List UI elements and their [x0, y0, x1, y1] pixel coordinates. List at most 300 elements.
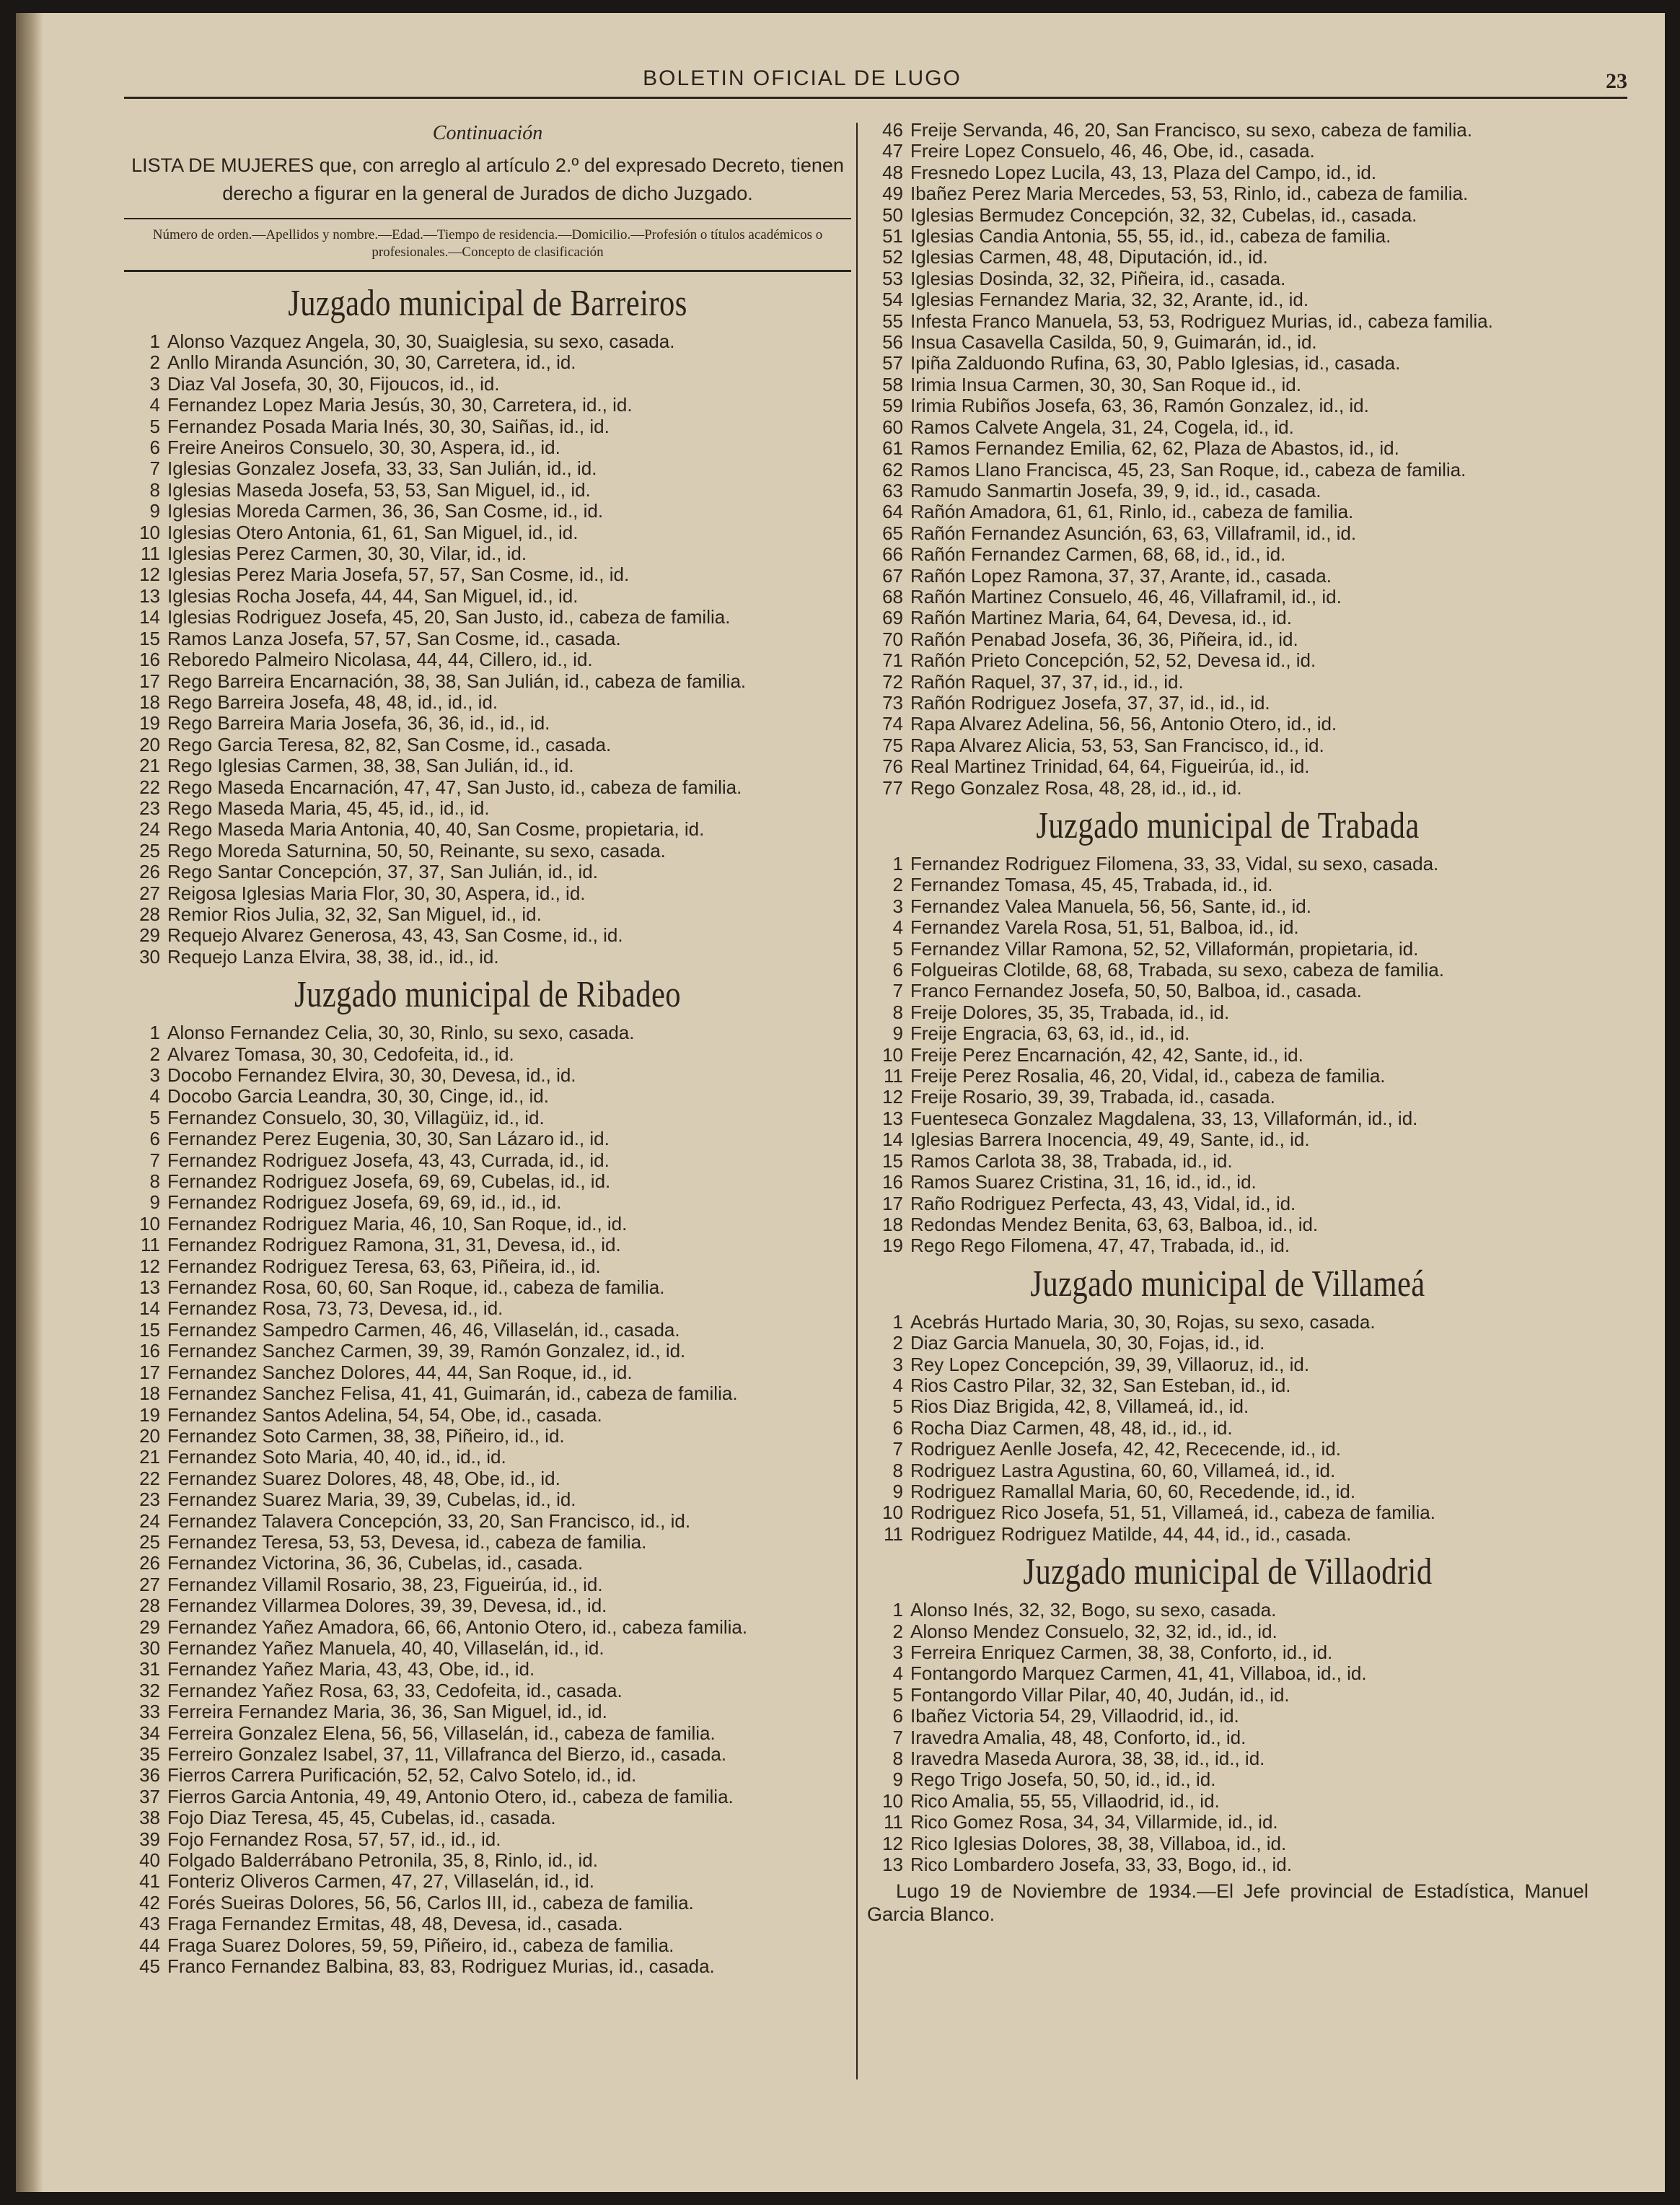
list-entry — [867, 289, 1588, 310]
list-entry — [124, 395, 851, 416]
list-entry — [867, 693, 1588, 714]
entry-text: Rañón Prieto Concepción, 52, 52, Devesa id., id. — [910, 649, 1316, 672]
list-entry — [867, 735, 1588, 756]
list-entry — [124, 458, 851, 479]
entry-text: Rego Barreira Encarnación, 38, 38, San Julián, id., cabeza de familia. — [167, 670, 747, 692]
entry-text: Fernandez Soto Maria, 40, 40, id., id., id. — [167, 1446, 506, 1468]
header-rule — [124, 97, 1627, 99]
entry-number: 68 — [882, 585, 903, 608]
list-entry — [867, 226, 1588, 247]
list-entry — [867, 1642, 1588, 1663]
entry-text: Rego Maseda Encarnación, 47, 47, San Justo, id., cabeza de familia. — [167, 776, 742, 798]
entry-number: 64 — [882, 501, 903, 523]
entry-text: Fraga Suarez Dolores, 59, 59, Piñeiro, id., cabeza de familia. — [167, 1934, 674, 1956]
entry-text: Ramos Lanza Josefa, 57, 57, San Cosme, id., casada. — [167, 627, 621, 649]
entry-text: Docobo Fernandez Elvira, 30, 30, Devesa, id., id. — [167, 1064, 576, 1086]
entry-text: Fojo Diaz Teresa, 45, 45, Cubelas, id., casada. — [167, 1807, 556, 1829]
list-entry — [867, 1312, 1588, 1333]
entry-number: 19 — [139, 712, 160, 735]
entry-text: Rego Barreira Josefa, 48, 48, id., id., id. — [167, 691, 498, 713]
entry-text: Fernandez Villarmea Dolores, 39, 39, Devesa, id., id. — [167, 1595, 607, 1617]
entry-text: Folgado Balderrábano Petronila, 35, 8, Rinlo, id., id. — [167, 1849, 598, 1872]
entry-text: Iglesias Gonzalez Josefa, 33, 33, San Julián, id., id. — [167, 457, 597, 480]
entry-text: Iglesias Perez Carmen, 30, 30, Vilar, id., id. — [167, 543, 527, 565]
entry-number: 4 — [892, 1662, 903, 1685]
list-entry — [124, 1489, 851, 1510]
entry-text: Ferreira Enriquez Carmen, 38, 38, Conforto, id., id. — [910, 1641, 1333, 1663]
entry-text: Rodriguez Rico Josefa, 51, 51, Villameá, id., cabeza de familia. — [910, 1502, 1435, 1524]
list-entry — [124, 819, 851, 840]
entry-number: 6 — [149, 1128, 160, 1150]
entry-text: Forés Sueiras Dolores, 56, 56, Carlos III, id., cabeza de familia. — [167, 1891, 694, 1914]
list-intro-text: LISTA DE MUJERES que, con arreglo al artículo 2.º del expresado Decreto, tienen derecho a figurar en la general de Jurados de dicho Juzgado. — [131, 154, 844, 204]
entry-text: Rañón Penabad Josefa, 36, 36, Piñeira, id., id. — [910, 628, 1298, 650]
entry-number: 12 — [139, 564, 160, 586]
entry-number: 61 — [882, 437, 903, 460]
key-rule — [124, 270, 851, 272]
entry-number: 5 — [149, 415, 160, 437]
list-entry — [867, 1769, 1588, 1790]
list-entry — [124, 841, 851, 862]
entry-text: Fernandez Sanchez Felisa, 41, 41, Guimarán, id., cabeza de familia. — [167, 1382, 738, 1405]
entry-text: Rego Iglesias Carmen, 38, 38, San Julián, id., id. — [167, 755, 574, 777]
list-entry — [124, 1362, 851, 1383]
right-column — [867, 120, 1588, 1926]
entry-number: 34 — [139, 1722, 160, 1744]
entry-number: 6 — [149, 437, 160, 459]
list-entry — [867, 587, 1588, 608]
entry-text: Irimia Rubiños Josefa, 63, 36, Ramón Gonzalez, id., id. — [910, 395, 1369, 417]
entry-number: 62 — [882, 458, 903, 481]
entry-number: 31 — [139, 1658, 160, 1680]
entry-text: Ibañez Perez Maria Mercedes, 53, 53, Rinlo, id., cabeza de familia. — [910, 183, 1469, 205]
entry-text: Fernandez Rodriguez Teresa, 63, 63, Piñeira, id., id. — [167, 1255, 601, 1277]
list-entry — [867, 332, 1588, 353]
entry-number: 2 — [149, 1043, 160, 1065]
entry-number: 7 — [892, 1726, 903, 1748]
entry-number: 67 — [882, 564, 903, 587]
entry-text: Fernandez Rodriguez Filomena, 33, 33, Vidal, su sexo, casada. — [910, 853, 1439, 874]
entry-number: 43 — [139, 1913, 160, 1935]
list-entry — [867, 672, 1588, 693]
entry-text: Fernandez Suarez Dolores, 48, 48, Obe, id., id. — [167, 1467, 560, 1489]
entry-number: 16 — [139, 1340, 160, 1362]
entry-number: 1 — [892, 853, 903, 874]
entry-number: 18 — [139, 691, 160, 713]
entry-number: 16 — [139, 649, 160, 671]
list-entry — [867, 481, 1588, 501]
list-entry — [867, 523, 1588, 544]
list-entry — [124, 798, 851, 819]
entry-number: 12 — [882, 1832, 903, 1854]
intro-rule — [124, 218, 851, 219]
list-entry — [867, 205, 1588, 226]
list-entry — [124, 1235, 851, 1255]
entry-text: Freije Engracia, 63, 63, id., id., id. — [910, 1022, 1190, 1045]
entry-number: 45 — [139, 1955, 160, 1978]
list-entry — [124, 1086, 851, 1107]
entry-number: 4 — [149, 394, 160, 416]
entry-text: Infesta Franco Manuela, 53, 53, Rodriguez Murias, id., cabeza familia. — [910, 310, 1493, 332]
entry-text: Irimia Insua Carmen, 30, 30, San Roque id., id. — [910, 373, 1301, 395]
entry-number: 76 — [882, 755, 903, 778]
list-entry — [124, 586, 851, 607]
entry-number: 35 — [139, 1743, 160, 1765]
entry-number: 59 — [882, 395, 903, 417]
list-entry — [867, 1235, 1588, 1256]
entry-number: 9 — [892, 1022, 903, 1045]
entry-number: 65 — [882, 522, 903, 544]
list-entry — [867, 960, 1588, 981]
list-entry — [867, 1600, 1588, 1621]
entry-number: 63 — [882, 479, 903, 501]
list-entry — [867, 1023, 1588, 1044]
entry-text: Iglesias Rocha Josefa, 44, 44, San Miguel, id., id. — [167, 584, 579, 607]
entry-text: Fernandez Yañez Manuela, 40, 40, Villaselán, id., id. — [167, 1636, 604, 1659]
list-entry — [124, 1214, 851, 1235]
entry-text: Fernandez Rodriguez Josefa, 43, 43, Currada, id., id. — [167, 1149, 610, 1171]
entry-text: Fernandez Consuelo, 30, 30, Villagüiz, id., id. — [167, 1106, 545, 1128]
court-heading-trabada: Juzgado municipal de Trabada — [1036, 805, 1420, 846]
list-entry — [867, 1439, 1588, 1460]
entry-number: 6 — [892, 1416, 903, 1439]
entries-ribadeo-part2 — [867, 120, 1588, 799]
list-entry — [124, 1405, 851, 1426]
entry-number: 1 — [149, 1022, 160, 1044]
entry-number: 15 — [139, 627, 160, 649]
entry-text: Fernandez Soto Carmen, 38, 38, Piñeiro, id., id. — [167, 1424, 565, 1447]
entry-number: 4 — [892, 1374, 903, 1396]
entry-number: 72 — [882, 670, 903, 693]
entry-number: 11 — [884, 1811, 903, 1833]
entry-number: 5 — [149, 1106, 160, 1128]
list-entry — [124, 1807, 851, 1828]
entry-number: 15 — [882, 1149, 903, 1172]
list-entry — [867, 1502, 1588, 1523]
court-heading-villaodrid: Juzgado municipal de Villaodrid — [1023, 1551, 1433, 1593]
entry-text: Rego Trigo Josefa, 50, 50, id., id., id. — [910, 1768, 1216, 1791]
entry-number: 37 — [139, 1785, 160, 1807]
entry-text: Rañón Raquel, 37, 37, id., id., id. — [910, 670, 1184, 693]
entry-number: 17 — [139, 670, 160, 692]
list-entry — [124, 1595, 851, 1616]
newspaper-title: BOLETIN OFICIAL DE LUGO — [643, 66, 962, 90]
list-entry — [867, 1375, 1588, 1396]
entry-number: 10 — [139, 521, 160, 543]
entry-number: 58 — [882, 373, 903, 395]
entry-number: 3 — [149, 1064, 160, 1086]
entry-number: 22 — [139, 776, 160, 798]
entry-text: Anllo Miranda Asunción, 30, 30, Carretera, id., id. — [167, 351, 576, 374]
list-entry — [124, 1871, 851, 1892]
entry-number: 30 — [139, 945, 160, 968]
entry-number: 39 — [139, 1828, 160, 1850]
entry-number: 10 — [139, 1212, 160, 1235]
list-entry — [867, 460, 1588, 481]
entry-text: Fernandez Suarez Maria, 39, 39, Cubelas, id., id. — [167, 1489, 576, 1511]
entry-number: 9 — [149, 500, 160, 522]
entry-number: 36 — [139, 1764, 160, 1787]
entry-text: Iglesias Candia Antonia, 55, 55, id., id., cabeza de familia. — [910, 225, 1391, 247]
list-entry — [124, 1532, 851, 1553]
list-entry — [124, 1617, 851, 1638]
entry-text: Rañón Fernandez Carmen, 68, 68, id., id., id. — [910, 543, 1286, 566]
list-entry — [124, 1192, 851, 1213]
entry-number: 7 — [892, 1438, 903, 1460]
entries-ribadeo-part1 — [124, 1022, 851, 1977]
entry-text: Rañón Rodriguez Josefa, 37, 37, id., id., id. — [910, 691, 1270, 714]
list-entry — [867, 1002, 1588, 1023]
entry-number: 14 — [139, 1297, 160, 1320]
list-entry — [867, 1354, 1588, 1375]
entry-text: Fernandez Varela Rosa, 51, 51, Balboa, id., id. — [910, 916, 1299, 939]
entry-text: Ipiña Zalduondo Rufina, 63, 30, Pablo Iglesias, id., casada. — [910, 352, 1401, 374]
list-entry — [867, 1748, 1588, 1769]
entry-text: Fernandez Perez Eugenia, 30, 30, San Lázaro id., id. — [167, 1128, 610, 1150]
list-entry — [124, 1447, 851, 1468]
entry-text: Fernandez Talavera Concepción, 33, 20, San Francisco, id., id. — [167, 1509, 691, 1532]
entry-text: Ferreira Gonzalez Elena, 56, 56, Villaselán, id., cabeza de familia. — [167, 1722, 716, 1744]
list-entry — [124, 1787, 851, 1807]
entry-text: Freije Rosario, 39, 39, Trabada, id., casada. — [910, 1086, 1275, 1108]
entry-number: 20 — [139, 733, 160, 755]
entry-text: Fernandez Valea Manuela, 56, 56, Sante, id., id. — [910, 895, 1311, 917]
entry-text: Iglesias Barrera Inocencia, 49, 49, Sante, id., id. — [910, 1128, 1310, 1151]
list-entry — [867, 374, 1588, 395]
entry-number: 8 — [149, 478, 160, 501]
list-entry — [867, 981, 1588, 1001]
list-entry — [124, 1744, 851, 1765]
entry-number: 1 — [892, 1599, 903, 1621]
entry-number: 21 — [139, 1446, 160, 1468]
entry-text: Rodriguez Aenlle Josefa, 42, 42, Rececende, id., id. — [910, 1438, 1341, 1460]
entry-number: 73 — [882, 691, 903, 714]
list-entry — [124, 1659, 851, 1680]
entry-number: 38 — [139, 1807, 160, 1829]
entry-text: Rego Rego Filomena, 47, 47, Trabada, id., id. — [910, 1235, 1290, 1257]
list-entry — [124, 777, 851, 798]
list-entry — [867, 1663, 1588, 1684]
entry-text: Fernandez Lopez Maria Jesús, 30, 30, Carretera, id., id. — [167, 394, 633, 416]
entry-number: 5 — [892, 1395, 903, 1418]
entry-number: 47 — [882, 140, 903, 162]
entry-text: Fernandez Santos Adelina, 54, 54, Obe, id., casada. — [167, 1403, 602, 1426]
entry-number: 9 — [892, 1768, 903, 1791]
list-entry — [867, 1833, 1588, 1854]
entry-text: Fernandez Rodriguez Ramona, 31, 31, Devesa, id., id. — [167, 1234, 621, 1256]
list-entry — [124, 1426, 851, 1447]
entry-text: Fernandez Victorina, 36, 36, Cubelas, id., casada. — [167, 1552, 584, 1574]
list-entry — [124, 713, 851, 734]
entry-number: 4 — [892, 916, 903, 939]
entry-number: 12 — [882, 1086, 903, 1108]
entry-text: Alonso Fernandez Celia, 30, 30, Rinlo, su sexo, casada. — [167, 1022, 635, 1044]
entry-text: Iglesias Dosinda, 32, 32, Piñeira, id., casada. — [910, 267, 1286, 289]
list-entry — [867, 417, 1588, 438]
entry-number: 8 — [892, 1748, 903, 1770]
list-entry — [867, 1333, 1588, 1354]
entry-number: 2 — [892, 1332, 903, 1354]
entry-text: Docobo Garcia Leandra, 30, 30, Cinge, id., id. — [167, 1085, 549, 1108]
entry-text: Rego Santar Concepción, 37, 37, San Julián, id., id. — [167, 861, 598, 883]
entry-number: 10 — [882, 1789, 903, 1812]
entry-number: 46 — [882, 119, 903, 141]
entry-number: 32 — [139, 1679, 160, 1701]
list-entry — [867, 268, 1588, 289]
entry-number: 11 — [884, 1065, 903, 1087]
list-entry — [867, 778, 1588, 799]
entry-text: Rodriguez Lastra Agustina, 60, 60, Villameá, id., id. — [910, 1459, 1336, 1481]
entry-text: Fernandez Rosa, 73, 73, Devesa, id., id. — [167, 1297, 503, 1320]
list-entry — [867, 854, 1588, 874]
list-entry — [867, 1621, 1588, 1642]
list-entry — [124, 1108, 851, 1128]
entries-trabada — [867, 854, 1588, 1257]
entry-number: 7 — [149, 457, 160, 480]
entry-text: Fernandez Posada Maria Inés, 30, 30, Saiñas, id., id. — [167, 415, 610, 437]
list-entry — [124, 1956, 851, 1977]
entry-text: Alvarez Tomasa, 30, 30, Cedofeita, id., id. — [167, 1043, 514, 1065]
entry-number: 49 — [882, 183, 903, 205]
entry-text: Rañón Lopez Ramona, 37, 37, Arante, id., casada. — [910, 564, 1332, 587]
list-entry — [124, 862, 851, 882]
entry-number: 29 — [139, 1616, 160, 1638]
list-entry — [867, 501, 1588, 522]
entry-number: 3 — [892, 1353, 903, 1375]
list-entry — [124, 1171, 851, 1192]
entry-number: 18 — [882, 1213, 903, 1235]
list-entry — [124, 1765, 851, 1786]
list-entry — [867, 896, 1588, 917]
entry-text: Alonso Mendez Consuelo, 32, 32, id., id., id. — [910, 1620, 1277, 1642]
list-entry — [867, 1460, 1588, 1481]
court-heading-ribadeo: Juzgado municipal de Ribadeo — [294, 974, 682, 1016]
entry-text: Fernandez Sanchez Dolores, 44, 44, San Roque, id., id. — [167, 1361, 633, 1383]
list-entry — [124, 1298, 851, 1319]
list-entry — [867, 1151, 1588, 1172]
entry-number: 2 — [149, 351, 160, 374]
entry-number: 74 — [882, 713, 903, 735]
entry-text: Freije Perez Rosalia, 46, 20, Vidal, id., cabeza de familia. — [910, 1065, 1386, 1087]
entry-text: Freije Servanda, 46, 20, San Francisco, su sexo, cabeza de familia. — [910, 119, 1472, 141]
entry-number: 42 — [139, 1891, 160, 1914]
entry-text: Fraga Fernandez Ermitas, 48, 48, Devesa, id., casada. — [167, 1913, 623, 1935]
list-entry — [867, 1685, 1588, 1706]
list-entry — [867, 917, 1588, 938]
entry-text: Freire Lopez Consuelo, 46, 46, Obe, id., casada. — [910, 140, 1315, 162]
entry-number: 13 — [139, 1276, 160, 1299]
entry-number: 41 — [139, 1870, 160, 1893]
list-entry — [124, 1893, 851, 1914]
entry-text: Fontangordo Marquez Carmen, 41, 41, Villaboa, id., id. — [910, 1662, 1367, 1685]
list-entry — [867, 395, 1588, 416]
entry-text: Rodriguez Ramallal Maria, 60, 60, Recedende, id., id. — [910, 1480, 1356, 1502]
entry-number: 9 — [892, 1480, 903, 1502]
list-entry — [867, 714, 1588, 735]
entry-text: Freije Dolores, 35, 35, Trabada, id., id. — [910, 1001, 1230, 1023]
entries-villamea — [867, 1312, 1588, 1545]
entry-number: 27 — [139, 1573, 160, 1595]
entry-number: 8 — [892, 1459, 903, 1481]
list-entry — [124, 374, 851, 395]
entry-text: Rego Moreda Saturnina, 50, 50, Reinante, su sexo, casada. — [167, 839, 666, 862]
entry-text: Rodriguez Rodriguez Matilde, 44, 44, id., id., casada. — [910, 1522, 1352, 1545]
page-binding-shadow — [16, 13, 43, 2192]
entry-text: Fontangordo Villar Pilar, 40, 40, Judán, id., id. — [910, 1683, 1290, 1706]
entry-number: 28 — [139, 903, 160, 925]
entry-text: Rocha Diaz Carmen, 48, 48, id., id., id. — [910, 1416, 1233, 1439]
entry-number: 22 — [139, 1467, 160, 1489]
entry-number: 2 — [892, 874, 903, 896]
list-entry — [867, 544, 1588, 565]
list-entry — [124, 1150, 851, 1171]
list-entry — [867, 353, 1588, 374]
entry-number: 8 — [892, 1001, 903, 1023]
entry-text: Iglesias Bermudez Concepción, 32, 32, Cubelas, id., casada. — [910, 203, 1417, 226]
list-entry — [124, 522, 851, 543]
entry-number: 1 — [149, 330, 160, 352]
entry-text: Rico Amalia, 55, 55, Villaodrid, id., id. — [910, 1789, 1220, 1812]
entry-number: 30 — [139, 1636, 160, 1659]
entry-number: 24 — [139, 818, 160, 841]
list-entry — [867, 1706, 1588, 1727]
entry-text: Insua Casavella Casilda, 50, 9, Guimarán, id., id. — [910, 331, 1317, 354]
list-entry — [124, 607, 851, 628]
list-entry — [124, 1638, 851, 1659]
list-entry — [867, 1087, 1588, 1108]
entry-text: Iglesias Moreda Carmen, 36, 36, San Cosme, id., id. — [167, 500, 604, 522]
entry-text: Fernandez Teresa, 53, 53, Devesa, id., cabeza de familia. — [167, 1530, 647, 1553]
entry-text: Rego Garcia Teresa, 82, 82, San Cosme, id., casada. — [167, 733, 612, 755]
entry-number: 54 — [882, 289, 903, 311]
list-entry — [124, 628, 851, 649]
entry-number: 6 — [892, 1705, 903, 1727]
entry-text: Fresnedo Lopez Lucila, 43, 13, Plaza del Campo, id., id. — [910, 161, 1377, 183]
entry-number: 53 — [882, 267, 903, 289]
list-entry — [867, 141, 1588, 162]
list-entry — [124, 904, 851, 925]
entries-villaodrid — [867, 1600, 1588, 1875]
continuation-label: Continuación — [432, 122, 543, 144]
entry-text: Rios Diaz Brigida, 42, 8, Villameá, id., id. — [910, 1395, 1249, 1418]
entry-text: Rañón Martinez Maria, 64, 64, Devesa, id., id. — [910, 607, 1292, 629]
entry-number: 55 — [882, 310, 903, 332]
list-entry — [867, 650, 1588, 671]
list-entry — [867, 874, 1588, 895]
entry-text: Ramos Fernandez Emilia, 62, 62, Plaza de Abastos, id., id. — [910, 437, 1399, 460]
list-entry — [124, 735, 851, 755]
list-entry — [124, 883, 851, 904]
list-entry — [124, 352, 851, 373]
entry-text: Ramudo Sanmartin Josefa, 39, 9, id., id., casada. — [910, 479, 1321, 501]
entry-number: 3 — [149, 372, 160, 395]
list-entry — [867, 311, 1588, 332]
list-entry — [867, 1396, 1588, 1417]
column-divider — [856, 123, 858, 2079]
newspaper-page — [16, 13, 1665, 2192]
entry-text: Iravedra Amalia, 48, 48, Conforto, id., id. — [910, 1726, 1246, 1748]
entry-number: 25 — [139, 1530, 160, 1553]
entry-text: Ferreira Fernandez Maria, 36, 36, San Miguel, id., id. — [167, 1701, 607, 1723]
entry-number: 13 — [139, 584, 160, 607]
entry-text: Fernandez Villamil Rosario, 38, 23, Figueirúa, id., id. — [167, 1573, 603, 1595]
entry-text: Fernandez Yañez Rosa, 63, 33, Cedofeita, id., casada. — [167, 1679, 623, 1701]
list-entry — [867, 1524, 1588, 1545]
entry-number: 6 — [892, 959, 903, 981]
entry-number: 75 — [882, 734, 903, 756]
entry-text: Fernandez Rodriguez Maria, 46, 10, San Roque, id., id. — [167, 1212, 628, 1235]
entry-number: 7 — [149, 1149, 160, 1171]
